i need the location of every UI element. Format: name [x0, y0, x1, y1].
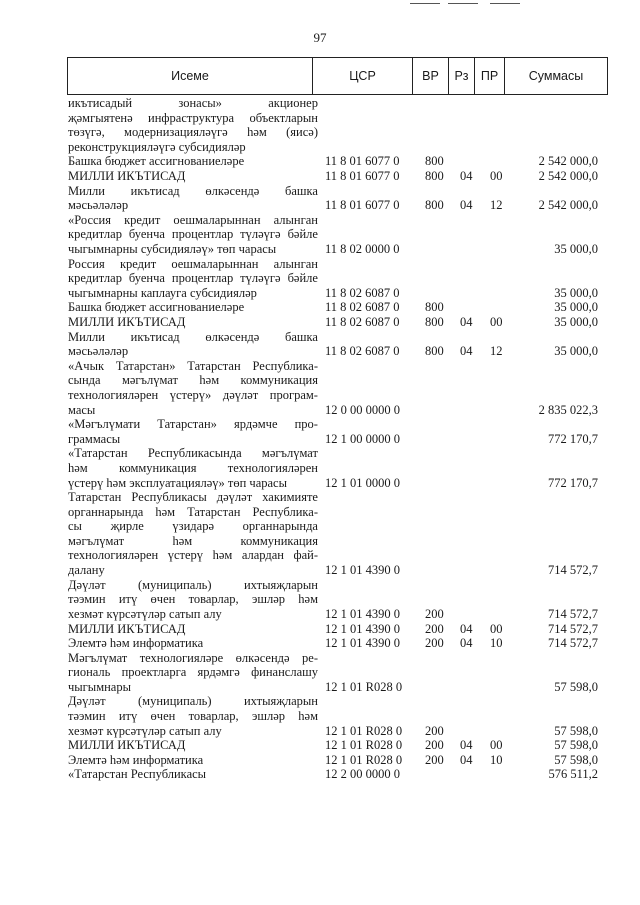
header-name: Исеме: [68, 58, 313, 94]
row-name: [68, 315, 318, 330]
row-name: [68, 622, 318, 637]
table-row: [0, 359, 640, 417]
row-csr: 12 1 01 4390 0: [325, 636, 400, 651]
row-rz: 04: [460, 314, 473, 329]
row-name-line: Элемтә һәм информатика: [68, 636, 204, 651]
row-vr: 800: [425, 154, 444, 169]
header-vr: ВР: [413, 58, 449, 94]
row-name-line: үстерү һәм эксплуатацияләү» төп чарасы: [68, 475, 287, 490]
table-row: [0, 330, 640, 359]
row-name: [68, 169, 318, 184]
row-name: [68, 417, 318, 446]
row-vr: 200: [425, 752, 444, 767]
row-sum: 2 835 022,3: [538, 402, 598, 417]
table-row: [0, 767, 640, 782]
row-name-line: икътисадый зонасы» акционер: [68, 96, 318, 110]
row-name: [68, 767, 318, 782]
row-name-line: Россия кредит оешмаларыннан алынган: [68, 256, 318, 271]
row-name: [68, 96, 318, 154]
row-sum: 35 000,0: [554, 300, 598, 315]
table-row: [0, 417, 640, 446]
row-sum: 2 542 000,0: [538, 198, 598, 213]
row-sum: 772 170,7: [548, 475, 598, 490]
row-csr: 12 1 01 4390 0: [325, 621, 400, 636]
row-name-line: хезмәт күрсәтүләр сатып алу: [68, 723, 222, 738]
row-pr: 00: [490, 314, 503, 329]
row-name-line: технологияләрен үстерү» дәүләт програм-: [68, 387, 318, 402]
row-sum: 35 000,0: [554, 285, 598, 300]
row-sum: 714 572,7: [548, 636, 598, 651]
row-csr: 11 8 02 6087 0: [325, 300, 400, 315]
header-csr: ЦСР: [313, 58, 413, 94]
row-csr: 11 8 02 6087 0: [325, 285, 400, 300]
table-row: [0, 169, 640, 184]
row-name: [68, 213, 318, 257]
table-row: [0, 315, 640, 330]
row-name: [68, 753, 318, 768]
row-name-line: «Ачык Татарстан» Татарстан Республика-: [68, 358, 318, 373]
row-csr: 12 1 00 0000 0: [325, 431, 400, 446]
row-name-line: сында мәгълүмат һәм коммуникация: [68, 373, 318, 388]
row-vr: 200: [425, 636, 444, 651]
row-name-line: хезмәт күрсәтүләр сатып алу: [68, 606, 222, 621]
row-name-line: Милли икътисад өлкәсендә башка: [68, 183, 318, 198]
top-rule-3: [490, 3, 520, 4]
row-sum: 57 598,0: [554, 723, 598, 738]
row-name-line: җәмгыятенә инфраструктура объектларын: [68, 110, 318, 125]
row-csr: 11 8 01 6077 0: [325, 154, 400, 169]
row-sum: 35 000,0: [554, 344, 598, 359]
row-rz: 04: [460, 738, 473, 753]
row-csr: 12 1 01 R028 0: [325, 723, 403, 738]
table-row: [0, 257, 640, 301]
row-name-line: мәгълүмат һәм коммуникация: [68, 533, 318, 548]
row-sum: 2 542 000,0: [538, 154, 598, 169]
row-pr: 00: [490, 738, 503, 753]
table-row: [0, 300, 640, 315]
header-rz: Рз: [449, 58, 475, 94]
row-name-line: төзүгә, модернизацияләүгә һәм (яисә): [68, 125, 318, 140]
row-sum: 576 511,2: [548, 767, 598, 782]
header-pr: ПР: [475, 58, 505, 94]
table-row: [0, 154, 640, 169]
row-vr: 800: [425, 314, 444, 329]
row-name-line: технологияләрен үстерү һәм алардан фай-: [68, 548, 318, 563]
row-name-line: Дәүләт (муниципаль) ихтыяҗларын: [68, 694, 318, 709]
row-csr: 11 8 01 6077 0: [325, 198, 400, 213]
row-name: [68, 651, 318, 695]
table-row: [0, 651, 640, 695]
row-rz: 04: [460, 621, 473, 636]
row-rz: 04: [460, 752, 473, 767]
row-name-line: сы җирле үзидарә органнарында: [68, 519, 318, 534]
row-name: [68, 257, 318, 301]
row-name: [68, 154, 318, 169]
row-vr: 800: [425, 168, 444, 183]
row-name-line: органнарында һәм Татарстан Республика-: [68, 504, 318, 519]
row-name-line: мәсьәләләр: [68, 198, 129, 213]
row-name: [68, 694, 318, 738]
row-name: [68, 446, 318, 490]
table-header: [67, 57, 608, 95]
table-body: [0, 96, 640, 782]
row-name-line: реконструкцияләүгә субсидияләр: [68, 139, 246, 154]
table-row: [0, 636, 640, 651]
row-vr: 200: [425, 621, 444, 636]
row-pr: 00: [490, 168, 503, 183]
row-name-line: чыгымнарны субсидияләү» төп чарасы: [68, 241, 277, 256]
row-name-line: МИЛЛИ ИКЪТИСАД: [68, 738, 186, 753]
row-vr: 200: [425, 606, 444, 621]
row-name-line: мәсьәләләр: [68, 344, 129, 359]
row-sum: 772 170,7: [548, 431, 598, 446]
row-vr: 200: [425, 738, 444, 753]
row-rz: 04: [460, 636, 473, 651]
row-name-line: Башка бюджет ассигнованиеләре: [68, 300, 245, 315]
row-name-line: Дәүләт (муниципаль) ихтыяҗларын: [68, 577, 318, 592]
table-row: [0, 622, 640, 637]
row-sum: 35 000,0: [554, 314, 598, 329]
row-sum: 714 572,7: [548, 621, 598, 636]
row-sum: 57 598,0: [554, 679, 598, 694]
header-sum: Суммасы: [528, 69, 584, 83]
row-name-line: Башка бюджет ассигнованиеләре: [68, 154, 245, 169]
row-csr: 12 1 01 4390 0: [325, 563, 400, 578]
row-pr: 12: [490, 344, 503, 359]
row-name-line: тәэмин итү өчен товарлар, эшләр һәм: [68, 592, 318, 607]
row-name-line: МИЛЛИ ИКЪТИСАД: [68, 314, 186, 329]
row-name-line: гиональ проектларга ярдәмгә финанслашу: [68, 665, 318, 680]
table-row: [0, 213, 640, 257]
row-csr: 12 1 01 R028 0: [325, 752, 403, 767]
row-pr: 10: [490, 752, 503, 767]
row-name-line: «Россия кредит оешмаларыннан алынган: [68, 212, 318, 227]
row-sum: 35 000,0: [554, 241, 598, 256]
row-pr: 00: [490, 621, 503, 636]
row-csr: 12 2 00 0000 0: [325, 767, 400, 782]
row-name: [68, 738, 318, 753]
row-vr: 800: [425, 300, 444, 315]
row-name-line: кредитлар буенча процентлар түләүгә бәйле: [68, 271, 318, 286]
table-row: [0, 753, 640, 768]
row-vr: 800: [425, 344, 444, 359]
table-row: [0, 578, 640, 622]
row-vr: 200: [425, 723, 444, 738]
row-name-line: «Татарстан Республикасы: [68, 767, 207, 782]
row-name-line: Татарстан Республикасы дәүләт хакимияте: [68, 490, 318, 505]
row-csr: 11 8 02 6087 0: [325, 314, 400, 329]
row-name-line: тәэмин итү өчен товарлар, эшләр һәм: [68, 709, 318, 724]
row-name: [68, 184, 318, 213]
row-rz: 04: [460, 168, 473, 183]
row-rz: 04: [460, 198, 473, 213]
row-name-line: Элемтә һәм информатика: [68, 752, 204, 767]
row-sum: 57 598,0: [554, 752, 598, 767]
row-sum: 2 542 000,0: [538, 168, 598, 183]
row-name-line: МИЛЛИ ИКЪТИСАД: [68, 621, 186, 636]
row-name: [68, 330, 318, 359]
row-rz: 04: [460, 344, 473, 359]
row-name-line: чыгымнарны каплауга субсидияләр: [68, 285, 257, 300]
row-vr: 800: [425, 198, 444, 213]
row-csr: 12 1 01 0000 0: [325, 475, 400, 490]
row-name-line: МИЛЛИ ИКЪТИСАД: [68, 168, 186, 183]
row-name-line: граммасы: [68, 431, 121, 446]
page-number: 97: [313, 30, 327, 45]
row-name: [68, 578, 318, 622]
table-row: [0, 738, 640, 753]
row-name-line: далану: [68, 563, 105, 578]
row-name: [68, 490, 318, 578]
row-sum: 714 572,7: [548, 606, 598, 621]
top-rule-2: [448, 3, 478, 4]
row-csr: 12 1 01 R028 0: [325, 679, 403, 694]
row-csr: 11 8 02 6087 0: [325, 344, 400, 359]
row-name: [68, 359, 318, 417]
row-csr: 12 1 01 R028 0: [325, 738, 403, 753]
row-name: [68, 300, 318, 315]
row-name-line: «Татарстан Республикасында мәгълүмат: [68, 446, 318, 461]
row-sum: 714 572,7: [548, 563, 598, 578]
row-csr: 12 1 01 4390 0: [325, 606, 400, 621]
row-csr: 11 8 01 6077 0: [325, 168, 400, 183]
row-name: [68, 636, 318, 651]
row-name-line: һәм коммуникация технологияләрен: [68, 460, 318, 475]
table-row: [0, 96, 640, 154]
table-row: [0, 184, 640, 213]
table-row: [0, 490, 640, 578]
top-rule-1: [410, 3, 440, 4]
row-name-line: масы: [68, 402, 96, 417]
row-csr: 12 0 00 0000 0: [325, 402, 400, 417]
row-csr: 11 8 02 0000 0: [325, 241, 400, 256]
row-name-line: кредитлар буенча процентлар түләүгә бәйле: [68, 227, 318, 242]
table-row: [0, 446, 640, 490]
row-pr: 10: [490, 636, 503, 651]
row-name-line: Мәгълүмат технологияләре өлкәсендә ре-: [68, 650, 318, 665]
row-name-line: чыгымнары: [68, 679, 132, 694]
row-name-line: Милли икътисад өлкәсендә башка: [68, 329, 318, 344]
table-row: [0, 694, 640, 738]
row-pr: 12: [490, 198, 503, 213]
row-sum: 57 598,0: [554, 738, 598, 753]
row-name-line: «Мәгълүмати Татарстан» ярдәмче про-: [68, 417, 318, 432]
